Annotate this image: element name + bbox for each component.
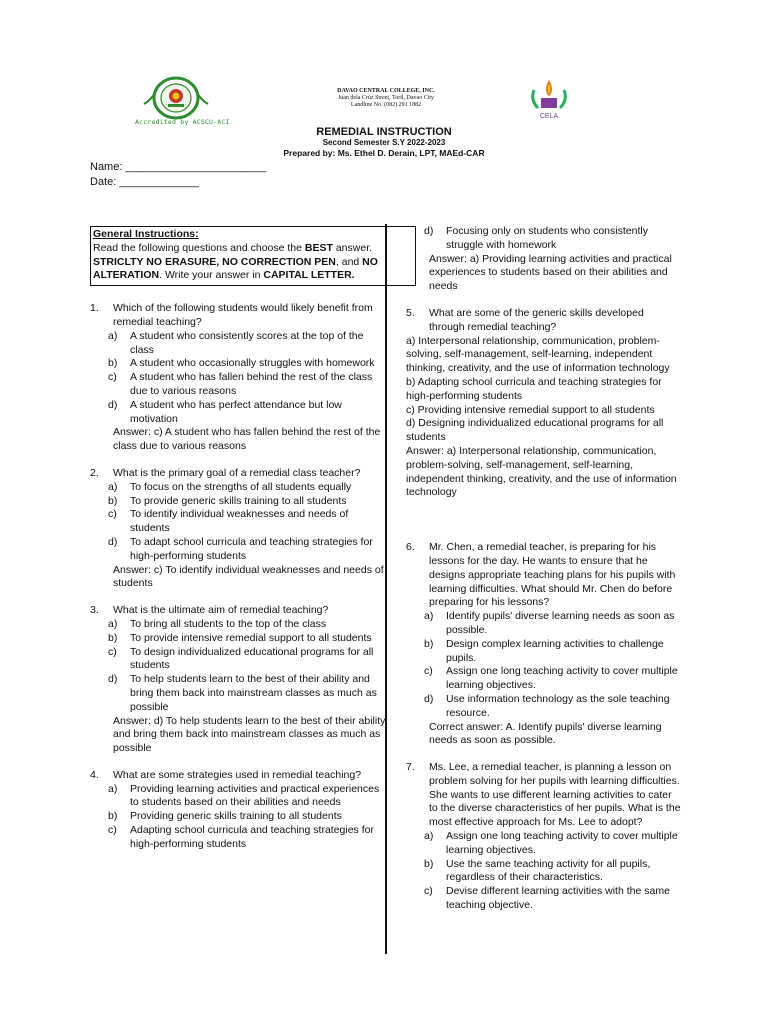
- question-text: Which of the following students would likely benefit from remedial teaching?: [113, 302, 373, 328]
- question-text: What are some strategies used in remedial teaching?: [113, 768, 362, 781]
- question-number: 3.: [90, 604, 99, 617]
- semester-label: Second Semester S.Y 2022-2023: [322, 138, 446, 147]
- instructions-title: General Instructions:: [93, 228, 199, 240]
- general-instructions-box: [90, 226, 416, 286]
- option-b[interactable]: b) Design complex learning activities to challenge pupils.: [424, 637, 664, 664]
- answer-text: Correct answer: A. Identify pupils' diverse learning needs as soon as possible.: [429, 720, 662, 747]
- question-number: 2.: [90, 466, 99, 479]
- option-d[interactable]: d) To help students learn to the best of their ability and bring them back into mainstream classes as much as possible: [108, 673, 377, 713]
- question-text: What are some of the generic skills developed through remedial teaching?: [429, 306, 644, 333]
- option-a[interactable]: a) Identify pupils' diverse learning needs as soon as possible.: [424, 610, 675, 636]
- answer-text: Answer: c) A student who has fallen behind the rest of the class due to various reasons: [113, 426, 381, 453]
- question-text: What is the ultimate aim of remedial teaching?: [113, 604, 329, 617]
- option-b[interactable]: b) Use the same teaching activity for all pupils, regardless of their characteristics.: [424, 857, 651, 884]
- question-5: [406, 307, 681, 500]
- cela-logo-text: CELA: [539, 113, 559, 120]
- name-field[interactable]: Name: _______________________: [90, 161, 267, 173]
- question-4: [90, 769, 386, 852]
- option-d[interactable]: d) To adapt school curricula and teaching strategies for high-performing students: [108, 535, 373, 562]
- right-column: [406, 225, 681, 926]
- option-b[interactable]: b) To provide generic skills training to all students: [108, 494, 347, 507]
- option-b[interactable]: b) To provide intensive remedial support to all students: [108, 631, 372, 644]
- question-text: Mr. Chen, a remedial teacher, is preparing for his lessons for the day. He wants to ensure that he designs appropriate teaching plans for his pupils with learning difficulties. What should Mr. Chen do before preparing for his lessons?: [429, 541, 676, 609]
- option-a[interactable]: a) Assign one long teaching activity to cover multiple learning objectives.: [424, 830, 678, 856]
- college-info: [334, 88, 438, 109]
- question-text: Ms. Lee, a remedial teacher, is planning a lesson on problem solving for her pupils with learning difficulties. She wants to use different learning activities to cater to the diverse characteristics of her pupils. What is the most effective approach for Ms. Lee to adopt?: [429, 761, 681, 829]
- answer-text: Answer: d) To help students learn to the best of their ability and bring them back into mainstream classes as much as possible: [113, 714, 386, 755]
- question-4-continued: [406, 225, 681, 294]
- option-d[interactable]: d) A student who has perfect attendance but low motivation: [108, 398, 342, 425]
- question-number: 4.: [90, 768, 99, 781]
- option-a[interactable]: a) To focus on the strengths of all students equally: [108, 480, 352, 493]
- instructions-rules: STRICLTY NO ERASURE, NO CORRECTION PEN, and NO ALTERATION. Write your answer in CAPITAL LETTER.: [93, 255, 378, 282]
- question-text: What is the primary goal of a remedial class teacher?: [113, 466, 361, 479]
- option-b[interactable]: b) Adapting school curricula and teaching strategies for high-performing students: [406, 375, 662, 402]
- college-seal-logo: [140, 76, 212, 122]
- question-6: [406, 541, 681, 748]
- question-number: 5.: [406, 306, 415, 319]
- question-number: 1.: [90, 302, 99, 315]
- college-phone: Landline No. (082) 291 1882: [350, 102, 422, 108]
- answer-text: Answer: a) Interpersonal relationship, communication, problem-solving, self-management, self-learning, independent thinking, creativity, and the use of information technology: [406, 444, 677, 499]
- title-block: [250, 126, 518, 159]
- option-c[interactable]: c) To identify individual weaknesses and needs of students: [108, 508, 349, 535]
- prepared-by-label: Prepared by: Ms. Ethel D. Derain, LPT, MAEd-CAR: [283, 148, 485, 158]
- option-b[interactable]: b) A student who occasionally struggles with homework: [108, 357, 375, 370]
- option-a[interactable]: a) Interpersonal relationship, communication, problem-solving, self-management, self-learning, independent thinking, creativity, and the use of information technology: [406, 334, 670, 375]
- date-field[interactable]: Date: _____________: [90, 176, 199, 188]
- question-7: [406, 761, 681, 913]
- option-c[interactable]: c) Devise different learning activities with the same teaching objective.: [424, 885, 670, 912]
- option-a[interactable]: a) To bring all students to the top of the class: [108, 617, 327, 630]
- left-column: [90, 226, 386, 865]
- option-c[interactable]: c) Assign one long teaching activity to cover multiple learning objectives.: [424, 665, 678, 692]
- answer-text: Answer: a) Providing learning activities and practical experiences to students based on their abilities and needs: [429, 252, 672, 293]
- option-c[interactable]: c) Providing intensive remedial support to all students: [406, 403, 655, 416]
- option-c[interactable]: c) To design individualized educational programs for all students: [108, 645, 374, 672]
- option-d[interactable]: d) Use information technology as the sole teaching resource.: [424, 692, 670, 719]
- option-c[interactable]: c) Adapting school curricula and teaching strategies for high-performing students: [108, 824, 374, 850]
- option-a[interactable]: a) A student who consistently scores at the top of the class: [108, 329, 364, 356]
- accreditation-label: Accredited by ACSCU-ACI: [135, 118, 230, 126]
- college-name: DAVAO CENTRAL COLLEGE, INC.: [337, 88, 435, 94]
- question-number: 6.: [406, 541, 415, 554]
- option-d[interactable]: d) Designing individualized educational programs for all students: [406, 417, 664, 444]
- page-title: REMEDIAL INSTRUCTION: [316, 126, 452, 138]
- option-d[interactable]: d) Focusing only on students who consistently struggle with homework: [424, 225, 648, 251]
- question-number: 7.: [406, 761, 415, 774]
- option-c[interactable]: c) A student who has fallen behind the rest of the class due to various reasons: [108, 371, 373, 397]
- question-2: [90, 467, 386, 591]
- cela-logo: [524, 76, 574, 122]
- spacer: [406, 513, 681, 541]
- college-address: Juan dela Cruz Street, Toril, Davao City: [337, 95, 435, 101]
- instructions-line1: Read the following questions and choose the BEST answer.: [93, 241, 373, 254]
- question-3: [90, 604, 386, 756]
- answer-text: Answer: c) To identify individual weaknesses and needs of students: [113, 563, 384, 590]
- question-1: [90, 302, 386, 454]
- option-b[interactable]: b) Providing generic skills training to all students: [108, 810, 342, 823]
- option-a[interactable]: a) Providing learning activities and practical experiences to students based on their abilities and needs: [108, 782, 380, 809]
